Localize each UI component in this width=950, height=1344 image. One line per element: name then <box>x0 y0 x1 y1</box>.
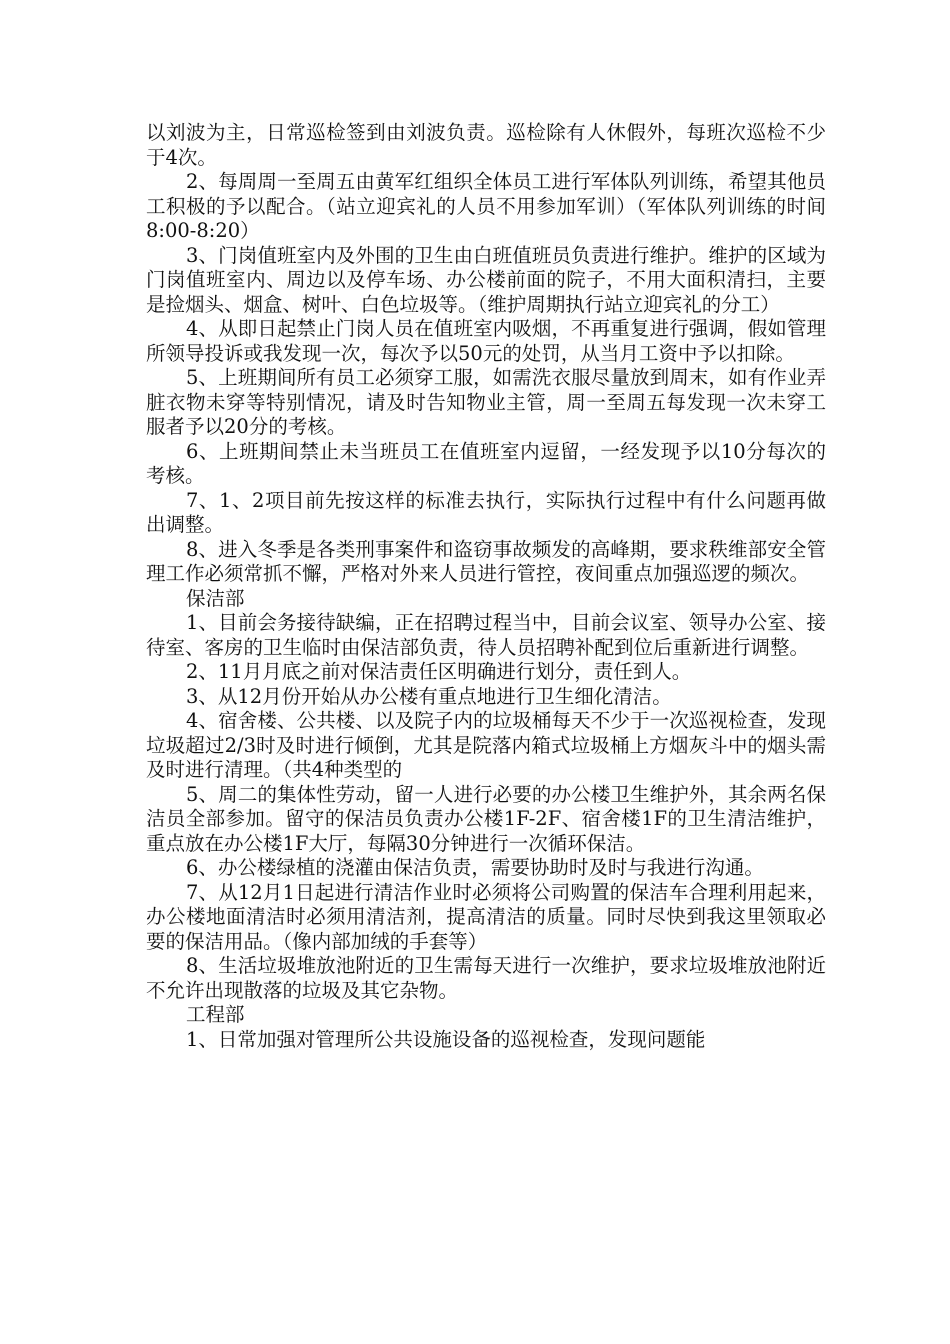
paragraph-security-item-4: 4、从即日起禁止门岗人员在值班室内吸烟，不再重复进行强调，假如管理所领导投诉或我发现一次，每次予以50元的处罚，从当月工资中予以扣除。 <box>146 317 826 365</box>
section-heading-cleaning: 保洁部 <box>185 586 245 610</box>
paragraph-engineering-item-1: 1、日常加强对管理所公共设施设备的巡视检查，发现问题能 <box>185 1027 706 1051</box>
paragraph-security-item-5: 5、上班期间所有员工必须穿工服，如需洗衣服尽量放到周末，如有作业弄脏衣物未穿等特别情况，请及时告知物业主管，周一至周五每发现一次未穿工服者予以20分的考核。 <box>146 366 826 438</box>
paragraph-cleaning-item-8: 8、生活垃圾堆放池附近的卫生需每天进行一次维护，要求垃圾堆放池附近不允许出现散落的垃圾及其它杂物。 <box>146 954 826 1002</box>
paragraph-security-item-7: 7、1、2项目前先按这样的标准去执行，实际执行过程中有什么问题再做出调整。 <box>146 488 826 536</box>
paragraph-cleaning-item-5: 5、周二的集体性劳动，留一人进行必要的办公楼卫生维护外，其余两名保洁员全部参加。留守的保洁员负责办公楼1F-2F、宿舍楼1F的卫生清洁维护，重点放在办公楼1F大厅，每隔30分钟进行一次循环保洁。 <box>146 782 826 855</box>
paragraph-patrol-continuation: 以刘波为主，日常巡检签到由刘波负责。巡检除有人休假外，每班次巡检不少于4次。 <box>146 121 826 169</box>
paragraph-cleaning-item-7: 7、从12月1日起进行清洁作业时必须将公司购置的保洁车合理利用起来，办公楼地面清洁时必须用清洁剂，提高清洁的质量。同时尽快到我这里领取必要的保洁用品。（像内部加绒的手套等） <box>146 880 826 953</box>
paragraph-cleaning-item-3: 3、从12月份开始从办公楼有重点地进行卫生细化清洁。 <box>185 684 672 708</box>
paragraph-cleaning-item-2: 2、11月月底之前对保洁责任区明确进行划分，责任到人。 <box>185 660 692 683</box>
paragraph-security-item-6: 6、上班期间禁止未当班员工在值班室内逗留，一经发现予以10分每次的考核。 <box>146 439 826 487</box>
section-heading-engineering: 工程部 <box>185 1003 245 1026</box>
paragraph-security-item-8: 8、进入冬季是各类刑事案件和盗窃事故频发的高峰期，要求秩维部安全管理工作必须常抓不懈，严格对外来人员进行管控，夜间重点加强巡逻的频次。 <box>146 537 826 585</box>
document-page <box>146 121 826 1052</box>
paragraph-security-item-2: 2、每周周一至周五由黄军红组织全体员工进行军体队列训练，希望其他员工积极的予以配合。（站立迎宾礼的人员不用参加军训）（军体队列训练的时间8:00-8:20） <box>146 170 826 242</box>
paragraph-cleaning-item-6: 6、办公楼绿植的浇灌由保洁负责，需要协助时及时与我进行沟通。 <box>185 856 764 879</box>
paragraph-cleaning-item-4: 4、宿舍楼、公共楼、以及院子内的垃圾桶每天不少于一次巡视检查，发现垃圾超过2/3时及时进行倾倒，尤其是院落内箱式垃圾桶上方烟灰斗中的烟头需及时进行清理。（共4种类型的 <box>146 709 826 781</box>
paragraph-cleaning-item-1: 1、目前会务接待缺编，正在招聘过程当中，目前会议室、领导办公室、接待室、客房的卫生临时由保洁部负责，待人员招聘补配到位后重新进行调整。 <box>146 611 826 659</box>
paragraph-security-item-3: 3、门岗值班室内及外围的卫生由白班值班员负责进行维护。维护的区域为门岗值班室内、周边以及停车场、办公楼前面的院子，不用大面积清扫，主要是捡烟头、烟盒、树叶、白色垃圾等。（维护周期执行站立迎宾礼的分工） <box>146 243 826 316</box>
